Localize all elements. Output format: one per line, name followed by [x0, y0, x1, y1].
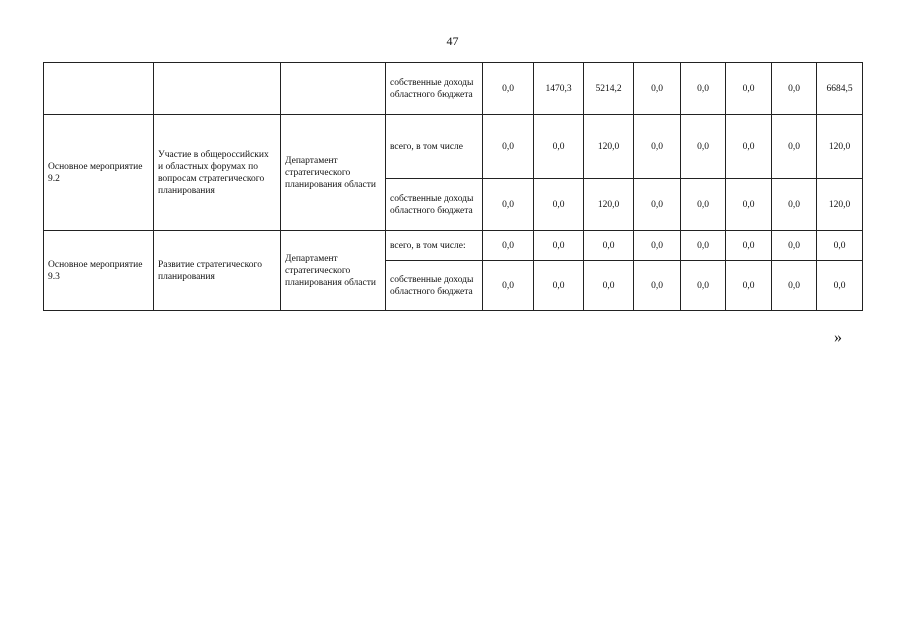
value-cell: 0,0 — [483, 179, 534, 231]
value-cell: 0,0 — [726, 261, 772, 311]
total-value-cell: 0,0 — [817, 261, 863, 311]
value-cell: 0,0 — [634, 179, 681, 231]
total-value-cell: 6684,5 — [817, 63, 863, 115]
total-value-cell: 120,0 — [817, 179, 863, 231]
funding-source-cell: собственные доходы областного бюджета — [386, 179, 483, 231]
total-value-cell: 120,0 — [817, 115, 863, 179]
budget-table — [43, 62, 863, 311]
value-cell: 1470,3 — [534, 63, 584, 115]
measure-name-cell: Основное мероприятие 9.3 — [44, 231, 154, 311]
value-cell: 0,0 — [534, 231, 584, 261]
value-cell: 0,0 — [772, 63, 817, 115]
value-cell: 0,0 — [681, 115, 726, 179]
value-cell: 0,0 — [483, 63, 534, 115]
executor-cell: Департамент стратегического планирования области — [281, 231, 386, 311]
value-cell: 0,0 — [483, 231, 534, 261]
value-cell: 0,0 — [534, 115, 584, 179]
value-cell: 0,0 — [584, 261, 634, 311]
table-row — [44, 63, 863, 115]
value-cell: 0,0 — [483, 115, 534, 179]
value-cell: 0,0 — [634, 63, 681, 115]
funding-source-cell: собственные доходы областного бюджета — [386, 261, 483, 311]
page-number: 47 — [446, 34, 459, 48]
executor-cell — [281, 63, 386, 115]
value-cell: 5214,2 — [584, 63, 634, 115]
closing-quote-mark: » — [834, 329, 842, 346]
total-value-cell: 0,0 — [817, 231, 863, 261]
value-cell: 0,0 — [681, 63, 726, 115]
value-cell: 0,0 — [681, 261, 726, 311]
value-cell: 0,0 — [584, 231, 634, 261]
value-cell: 0,0 — [726, 115, 772, 179]
measure-name-cell — [44, 63, 154, 115]
value-cell: 0,0 — [772, 179, 817, 231]
funding-source-cell: всего, в том числе — [386, 115, 483, 179]
measure-description-cell: Участие в общероссийских и областных форумах по вопросам стратегического планирования — [154, 115, 281, 231]
value-cell: 0,0 — [681, 179, 726, 231]
value-cell: 0,0 — [772, 115, 817, 179]
value-cell: 0,0 — [726, 231, 772, 261]
value-cell: 0,0 — [634, 231, 681, 261]
measure-description-cell: Развитие стратегического планирования — [154, 231, 281, 311]
value-cell: 0,0 — [726, 63, 772, 115]
value-cell: 0,0 — [772, 261, 817, 311]
value-cell: 0,0 — [534, 261, 584, 311]
executor-cell: Департамент стратегического планирования области — [281, 115, 386, 231]
value-cell: 0,0 — [772, 231, 817, 261]
value-cell: 0,0 — [634, 115, 681, 179]
measure-description-cell — [154, 63, 281, 115]
measure-name-cell: Основное мероприятие 9.2 — [44, 115, 154, 231]
value-cell: 0,0 — [726, 179, 772, 231]
table-row — [44, 231, 863, 261]
value-cell: 0,0 — [634, 261, 681, 311]
value-cell: 0,0 — [534, 179, 584, 231]
value-cell: 0,0 — [483, 261, 534, 311]
funding-source-cell: собственные доходы областного бюджета — [386, 63, 483, 115]
value-cell: 120,0 — [584, 115, 634, 179]
value-cell: 120,0 — [584, 179, 634, 231]
table-row — [44, 115, 863, 179]
value-cell: 0,0 — [681, 231, 726, 261]
funding-source-cell: всего, в том числе: — [386, 231, 483, 261]
